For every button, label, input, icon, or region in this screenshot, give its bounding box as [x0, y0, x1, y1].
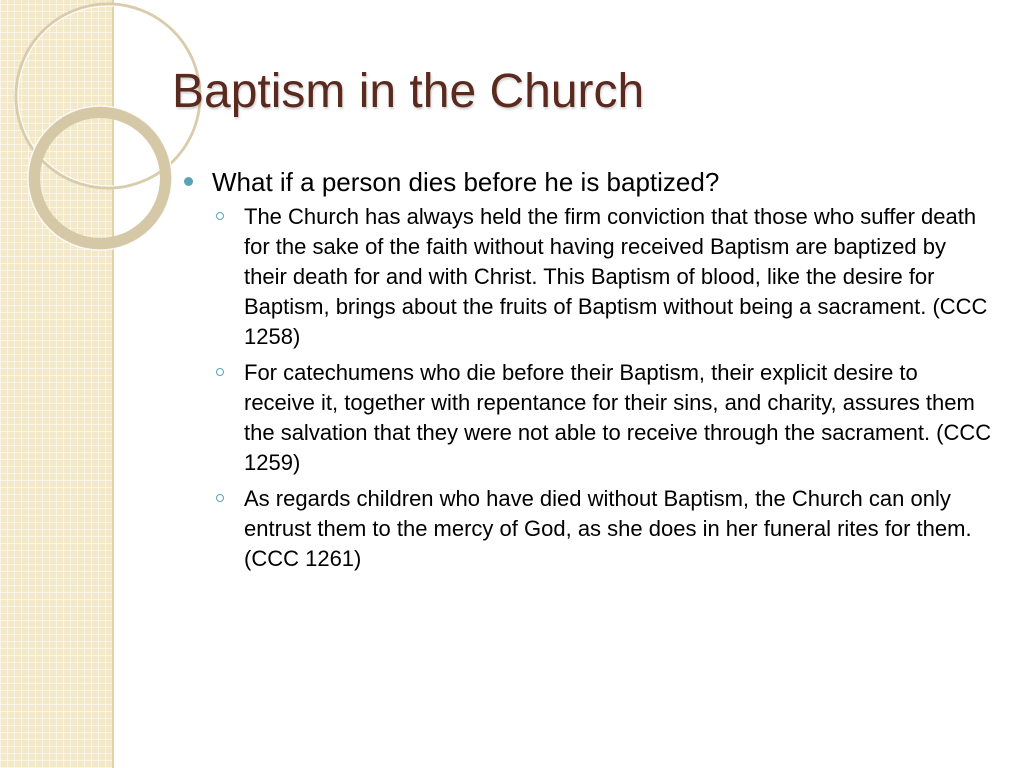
- filled-circle-bullet-icon: [184, 177, 193, 186]
- sub-bullet-text: As regards children who have died without Baptism, the Church can only entrust them to the mercy of God, as she does in her funeral rites for them. (CCC 1261): [244, 486, 972, 571]
- hollow-circle-bullet-icon: [216, 212, 224, 220]
- sub-bullet-item: [184, 358, 994, 478]
- slide-content: [184, 166, 994, 580]
- bullet-text: What if a person dies before he is baptized?: [212, 167, 720, 197]
- sub-bullet-text: The Church has always held the firm conviction that those who suffer death for the sake of the faith without having received Baptism are baptized by their death for and with Christ. This Baptism of blood, like the desire for Baptism, brings about the fruits of Baptism without being a sacrament. (CCC 1258): [244, 204, 988, 349]
- sub-bullet-item: [184, 202, 994, 352]
- hollow-circle-bullet-icon: [216, 494, 224, 502]
- sub-bullet-item: [184, 484, 994, 574]
- decorative-rings-icon: [0, 0, 200, 260]
- slide-title: Baptism in the Church: [172, 65, 645, 118]
- hollow-circle-bullet-icon: [216, 368, 224, 376]
- sub-bullet-text: For catechumens who die before their Baptism, their explicit desire to receive it, together with repentance for their sins, and charity, assures them the salvation that they were not able to receive through the sacrament. (CCC 1259): [244, 360, 992, 475]
- bullet-item: [184, 166, 994, 198]
